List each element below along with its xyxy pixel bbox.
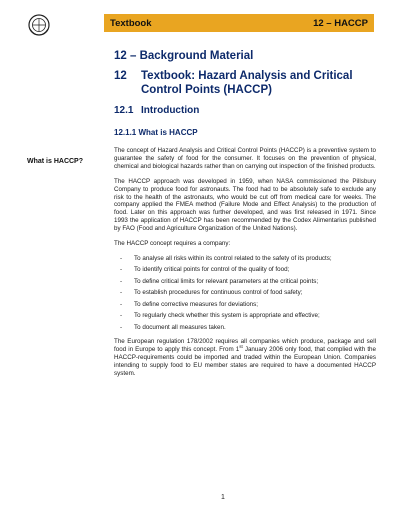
- list-item: [114, 289, 376, 297]
- side-label-what-is-haccp: What is HACCP?: [27, 158, 83, 165]
- list-item: [114, 266, 376, 274]
- what-is-haccp-heading: 12.1.1 What is HACCP: [114, 128, 198, 137]
- background-heading: 12 – Background Material: [114, 50, 254, 62]
- paragraph-history: The HACCP approach was developed in 1959, when NASA commissioned the Pillsbury Company to produce food for astronauts. The food had to be absolutely safe to exclude any risk to the health of the astronauts, who would be cut off from medical care for weeks. The company applied the FMEA method (Failure Mode and Effect Analysis) to the production of food. Later on this approach was further developed, and was first released in 1971. Since 1993 the application of HACCP has been recommended by the Codex Alimentarius published by FAO (Food and Agriculture Organization of the United Nations).: [114, 177, 376, 233]
- list-item-text: To analyse all risks within its control related to the safety of its products;: [134, 254, 332, 262]
- paragraph-requires: The HACCP concept requires a company:: [114, 240, 231, 248]
- page-number: 1: [221, 494, 225, 501]
- list-item: [114, 312, 376, 320]
- list-item-text: To regularly check whether this system is appropriate and effective;: [134, 312, 320, 320]
- textbook-heading: [114, 69, 376, 97]
- list-item-text: To establish procedures for continuous control of food safety;: [134, 289, 303, 297]
- list-item: [114, 301, 376, 309]
- list-item-text: To define critical limits for relevant parameters at the critical points;: [134, 277, 319, 285]
- ordinal-suffix: st: [239, 343, 243, 349]
- intro-heading: [114, 105, 376, 116]
- bullet-dash: -: [120, 289, 123, 297]
- bullet-dash: -: [120, 266, 123, 274]
- bullet-dash: -: [120, 312, 123, 320]
- list-item-text: To document all measures taken.: [134, 323, 226, 331]
- textbook-heading-title: Textbook: Hazard Analysis and Critical Control Points (HACCP): [141, 70, 353, 96]
- header-bar: [104, 14, 374, 32]
- bullet-dash: -: [120, 300, 123, 308]
- bullet-dash: -: [120, 277, 123, 285]
- list-item: [114, 278, 376, 286]
- intro-heading-number: 12.1: [114, 105, 134, 116]
- list-item-text: To identify critical points for control of the quality of food;: [134, 266, 290, 274]
- eu-regulation-text-end: January 2006 only food, that complied with the HACCP-requirements could be imported and traded within the European Union. Companies intending to supply food to EU member states are required to have a documented HACCP system.: [114, 345, 377, 377]
- unido-logo-icon: [28, 14, 50, 36]
- header-left-title: Textbook: [110, 17, 152, 29]
- list-item-text: To define corrective measures for deviations;: [134, 300, 259, 308]
- intro-heading-title: Introduction: [141, 105, 200, 116]
- list-item: [114, 324, 376, 332]
- header-right-title: 12 – HACCP: [313, 17, 368, 29]
- paragraph-eu-regulation: [114, 338, 376, 378]
- paragraph-concept: The concept of Hazard Analysis and Critical Control Points (HACCP) is a preventive system to guarantee the safety of food for the consumer. It focuses on the prevention of physical, chemical and biological hazards rather than on carrying out inspection of the finished products.: [114, 147, 376, 170]
- list-item: [114, 255, 376, 263]
- bullet-dash: -: [120, 254, 123, 262]
- requirements-list: [114, 255, 376, 332]
- eu-regulation-text-start: The European regulation 178/2002 requires all companies which produce, package and sell food in Europe to apply this concept. From 1: [114, 337, 376, 353]
- bullet-dash: -: [120, 323, 123, 331]
- main-content: [114, 50, 376, 384]
- textbook-heading-number: 12: [114, 70, 127, 82]
